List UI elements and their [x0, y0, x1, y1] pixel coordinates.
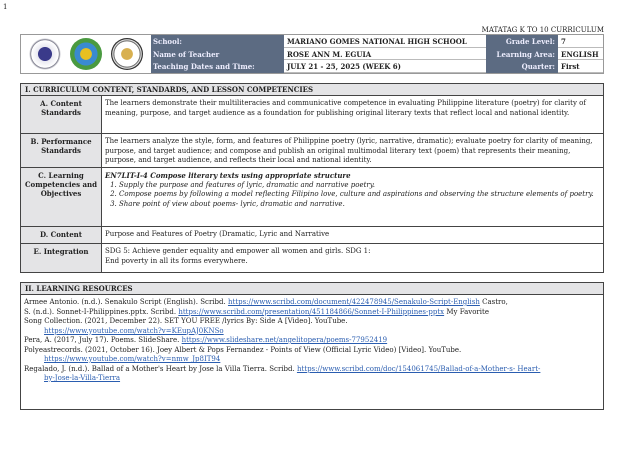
reference-link[interactable]: https://www.scribd.com/presentation/451184866/Sonnet-I-Philippines-pptx: [178, 307, 445, 316]
reference-link[interactable]: https://www.slideshare.net/angelitopera/poems-77952419: [181, 336, 388, 344]
row-label: A. Content Standards: [21, 96, 102, 133]
school-value: MARIANO GOMES NATIONAL HIGH SCHOOL: [284, 35, 486, 48]
grade-label: Grade Level:: [486, 35, 558, 48]
teacher-label: Name of Teacher: [151, 48, 284, 61]
grade-value: 7: [558, 35, 603, 48]
table-row: [21, 244, 603, 272]
row-text: The learners analyze the style, form, and features of Philippine poetry (lyric, narrative, dramatic); evaluate poetry for clarity of meaning, purpose, and target audience; and compose and publish an original multimodal literary text (poem) that represents their meaning, purpose, and target audience, and reflects their local and national identity.: [105, 137, 593, 164]
objective-item: 2. Compose poems by following a model reflecting Filipino love, culture and aspirations and observing the structure elements of poetry.: [119, 190, 600, 200]
section-resources: [20, 282, 604, 410]
reference-text: Regalado, J. (n.d.). Ballad of a Mother's Heart by Jose la Villa Tierra. Scribd.: [24, 364, 297, 373]
quarter-value: First: [558, 60, 603, 73]
row-label: B. Performance Standards: [21, 134, 102, 167]
logos: [21, 35, 151, 73]
reference-link[interactable]: https://www.scribd.com/doc/154061745/Ballad-of-a-Mother-s- Heart-: [296, 364, 541, 373]
quarter-label: Quarter:: [486, 60, 558, 73]
reference-text: S. (n.d.). Sonnet-I-Philippines.pptx. Scribd.: [24, 307, 179, 316]
school-label: School:: [151, 35, 284, 48]
row-text: SDG 5: Achieve gender equality and empower all women and girls. SDG 1:: [105, 247, 371, 255]
reference-text: Castro,: [479, 298, 508, 306]
row-text: The learners demonstrate their multiliteracies and communicative competence in evaluating Philippine literature (poetry) for clarity of meaning, purpose, and target audience as a foundation for publishing original literary texts that reflect local and national identity.: [105, 99, 586, 117]
teacher-value: ROSE ANN M. EGUIA: [284, 48, 486, 61]
section-curriculum: [20, 83, 604, 273]
objective-item: 1. Supply the purpose and features of lyric, dramatic and narrative poetry.: [119, 181, 600, 191]
competency-heading: EN7LIT-I-4 Compose literary texts using appropriate structure: [105, 171, 351, 180]
deped-seal-logo: [29, 38, 61, 70]
table-row: [21, 168, 603, 227]
table-row: [21, 96, 603, 134]
dates-value: JULY 21 - 25, 2025 (WEEK 6): [284, 60, 486, 73]
reference-link[interactable]: by-Jose-la-Villa-Tierra: [44, 374, 121, 382]
header-table: [20, 34, 604, 74]
division-logo: [70, 38, 102, 70]
section-title: I. CURRICULUM CONTENT, STANDARDS, AND LESSON COMPETENCIES: [21, 84, 603, 96]
reference-link[interactable]: https://www.youtube.com/watch?v=KEupAJ0KNSo: [44, 326, 224, 335]
area-value: ENGLISH: [558, 48, 603, 61]
objective-item: 3. Share point of view about poems- lyric, dramatic and narrative.: [119, 200, 600, 210]
reference-text: Song Collection. (2021, December 22). SET YOU FREE /lyrics By: Side A [Video]. YouTube.: [24, 317, 348, 325]
table-row: [21, 227, 603, 244]
curriculum-label: MATATAG K TO 10 CURRICULUM: [481, 26, 604, 34]
row-label: C. Learning Competencies and Objectives: [21, 168, 102, 226]
area-label: Learning Area:: [486, 48, 558, 61]
reference-link[interactable]: https://www.youtube.com/watch?v=nmw_Jp8IT94: [44, 355, 221, 363]
row-label: E. Integration: [21, 244, 102, 272]
dates-label: Teaching Dates and Time:: [151, 60, 284, 73]
row-text: Purpose and Features of Poetry (Dramatic, Lyric and Narrative: [105, 230, 330, 238]
reference-text: Pera, A. (2017, July 17). Poems. SlideShare.: [24, 336, 182, 344]
page-number: 1: [3, 3, 8, 11]
reference-text: My Favorite: [444, 307, 489, 316]
reference-text: Armee Antonio. (n.d.). Senakulo Script (English). Scribd.: [24, 298, 228, 306]
row-label: D. Content: [21, 227, 102, 243]
reference-text: Polyeastrecords. (2021, October 16). Joey Albert & Pops Fernandez - Points of View (Official Lyric Video) [Video]. YouTube.: [24, 345, 462, 354]
section-title: II. LEARNING RESOURCES: [21, 283, 603, 295]
reference-link[interactable]: https://www.scribd.com/document/422478945/Senakulo-Script-English: [227, 298, 480, 306]
table-row: [21, 134, 603, 168]
row-text: End poverty in all its forms everywhere.: [105, 256, 248, 265]
school-logo: [111, 38, 143, 70]
